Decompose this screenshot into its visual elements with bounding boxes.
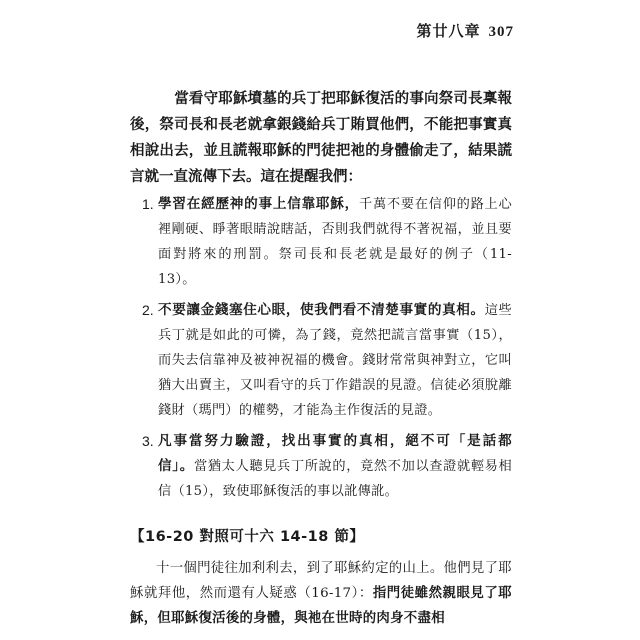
section-heading: 【16-20 對照可十六 14-18 節】 <box>130 529 365 545</box>
running-header <box>416 20 514 41</box>
list-number: 1. <box>142 196 154 212</box>
page-body <box>130 86 512 631</box>
list-item-lead: 凡事當努力驗證，找出事實的真相，絕不可「是話都信」。 <box>158 433 512 474</box>
list-item <box>130 192 512 292</box>
list-item-lead: 學習在經歷神的事上信靠耶穌， <box>158 196 359 212</box>
list-item-body: 當猶太人聽見兵丁所說的，竟然不加以查證就輕易相信（15），致使耶穌復活的事以訛傳訛。 <box>158 459 512 499</box>
section-paragraph <box>130 556 512 631</box>
list-item-body: 這些兵丁就是如此的可憐，為了錢，竟然把謊言當事實（15），而失去信靠神及被神祝福的機會。錢財常常與神對立，它叫猶大出賣主，又叫看守的兵丁作錯誤的見證。信徒必須脫離錢財（瑪門）的權勢，才能為主作復活的見證。 <box>158 303 512 418</box>
list-item <box>130 298 512 423</box>
list-item <box>130 429 512 504</box>
section-emphasis: 指門徒雖然親眼見了耶穌，但耶穌復活後的身體，與祂在世時的肉身不盡相 <box>130 586 512 626</box>
page-number: 307 <box>488 24 514 40</box>
list-item-body: 千萬不要在信仰的路上心裡剛硬、睜著眼睛說瞎話，否則我們就得不著祝福，並且要面對將來的刑罰。祭司長和長老就是最好的例子（11-13）。 <box>158 197 512 287</box>
intro-paragraph <box>130 86 512 190</box>
list-number: 3. <box>142 433 154 449</box>
intro-text: 當看守耶穌墳墓的兵丁把耶穌復活的事向祭司長稟報後，祭司長和長老就拿銀錢給兵丁賄買他們，不能把事實真相說出去，並且謊報耶穌的門徒把祂的身體偷走了，結果謊言就一直流傳下去。這在提醒我們： <box>130 91 512 185</box>
list-item-lead: 不要讓金錢塞住心眼，使我們看不清楚事實的真相。 <box>158 302 485 318</box>
lesson-list <box>130 192 512 504</box>
section-text: 十一個門徒往加利利去，到了耶穌約定的山上。他們見了耶穌就拜他，然而還有人疑惑（16-17）： <box>130 561 512 601</box>
chapter-title: 第廿八章 <box>416 22 481 40</box>
list-number: 2. <box>142 302 154 318</box>
